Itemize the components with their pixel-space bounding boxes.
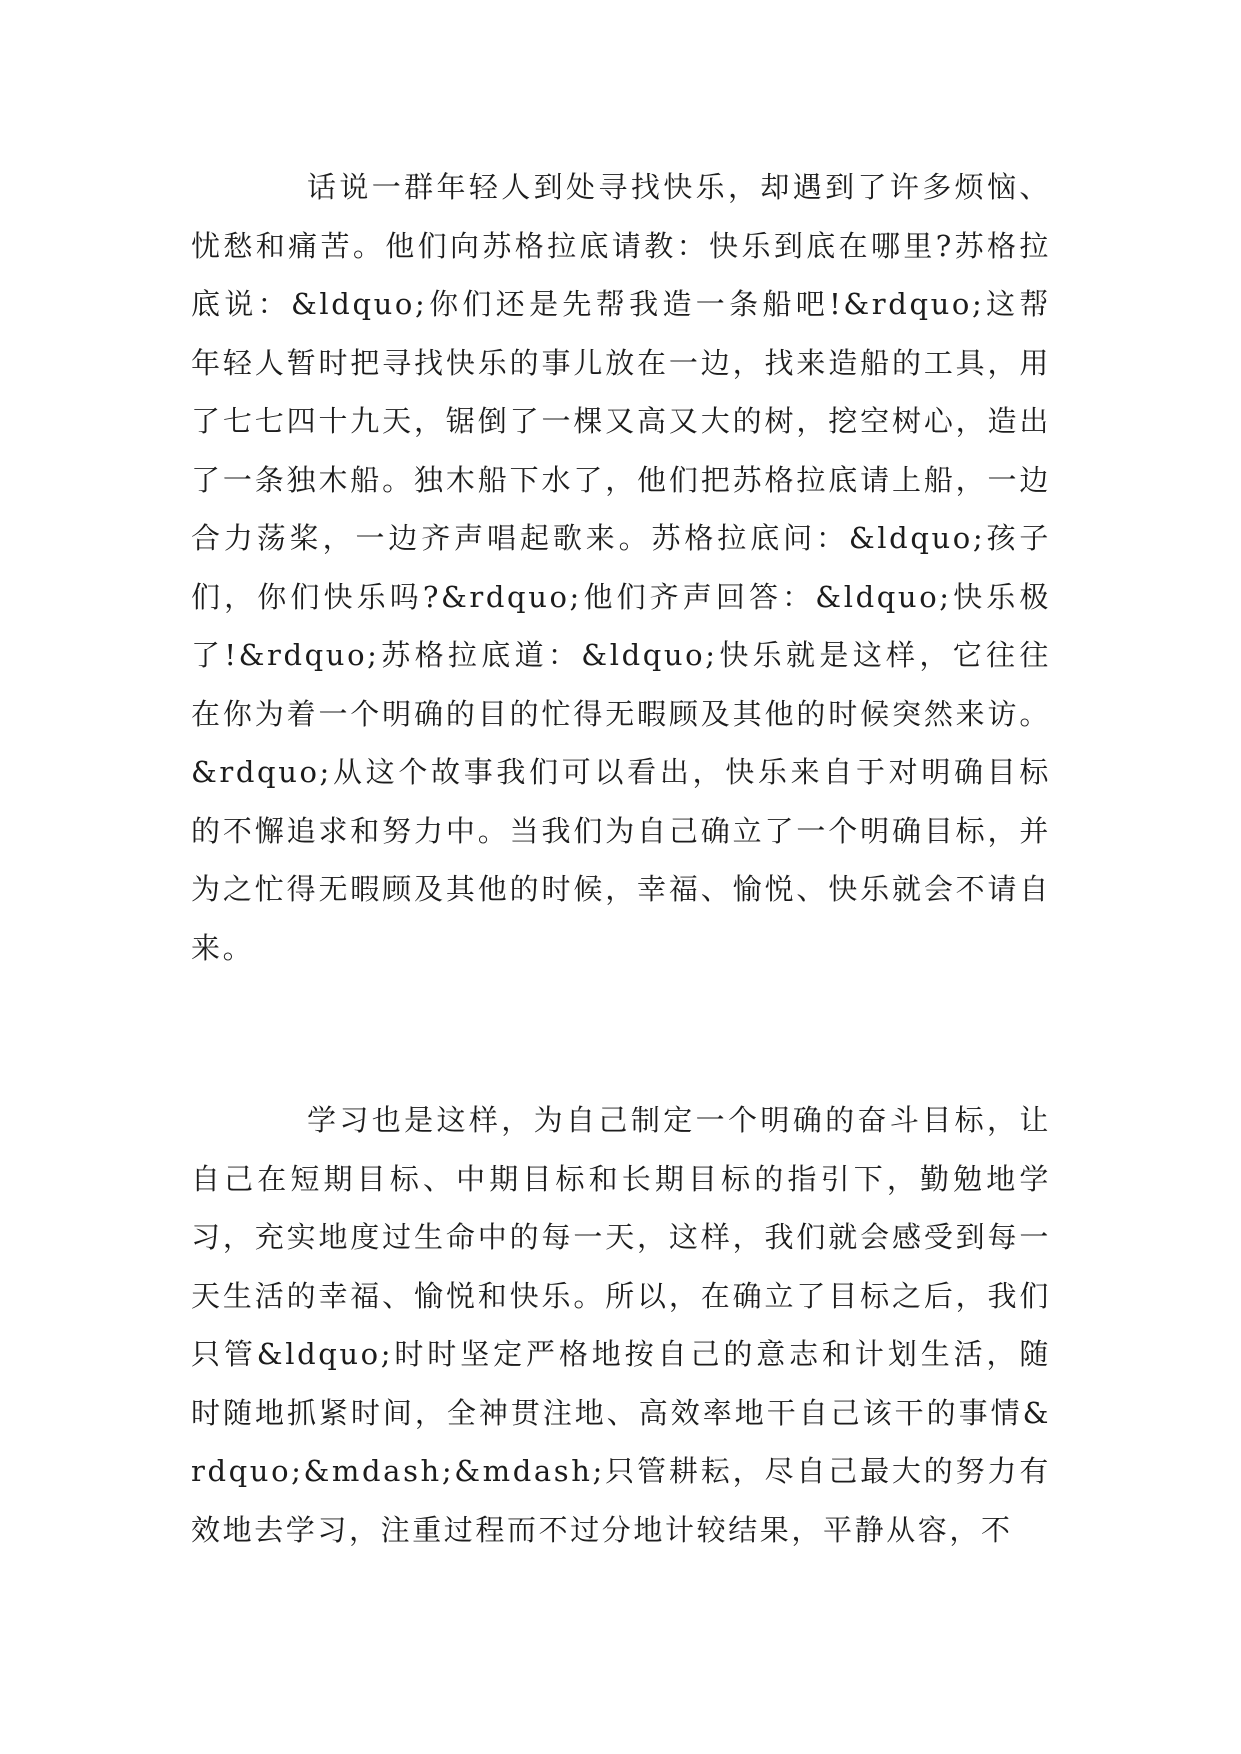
paragraph-study-goals: 学习也是这样，为自己制定一个明确的奋斗目标，让自己在短期目标、中期目标和长期目标的指引下，勤勉地学习，充实地度过生命中的每一天，这样，我们就会感受到每一天生活的幸福、愉悦和快乐。所以，在确立了目标之后，我们只管&ldquo;时时坚定严格地按自己的意志和计划生活，随时随地抓紧时间，全神贯注地、高效率地干自己该干的事情&rdquo;&mdash;&mdash;只管耕耘，尽自己最大的努力有效地去学习，注重过程而不过分地计较结果，平静从容，不 <box>191 1103 1051 1547</box>
paragraph-socrates-story: 话说一群年轻人到处寻找快乐，却遇到了许多烦恼、忧愁和痛苦。他们向苏格拉底请教：快乐到底在哪里?苏格拉底说：&ldquo;你们还是先帮我造一条船吧!&rdquo;这帮年轻人暂时把寻找快乐的事儿放在一边，找来造船的工具，用了七七四十九天，锯倒了一棵又高又大的树，挖空树心，造出了一条独木船。独木船下水了，他们把苏格拉底请上船，一边合力荡桨，一边齐声唱起歌来。苏格拉底问：&ldquo;孩子们，你们快乐吗?&rdquo;他们齐声回答：&ldquo;快乐极了!&rdquo;苏格拉底道：&ldquo;快乐就是这样，它往往在你为着一个明确的目的忙得无暇顾及其他的时候突然来访。&rdquo;从这个故事我们可以看出，快乐来自于对明确目标的不懈追求和努力中。当我们为自己确立了一个明确目标，并为之忙得无暇顾及其他的时候，幸福、愉悦、快乐就会不请自来。 <box>191 170 1051 965</box>
